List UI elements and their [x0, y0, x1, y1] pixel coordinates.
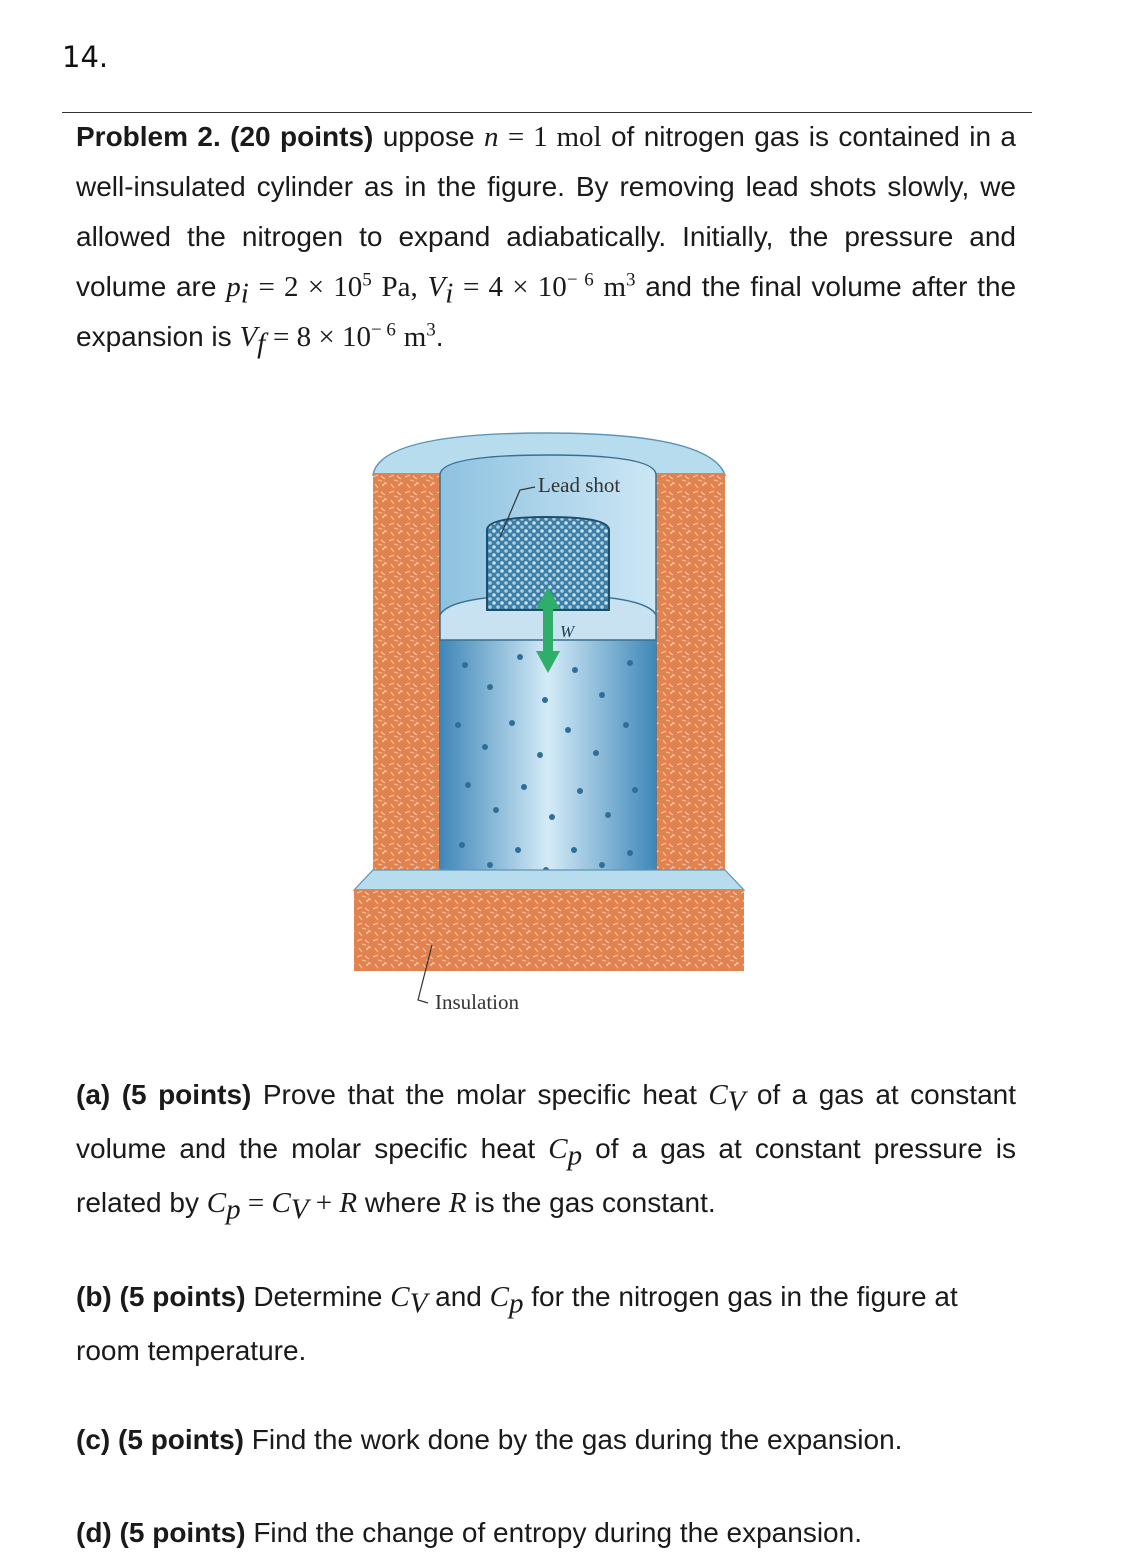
problem-text-3: and the final volume after the expansion is — [76, 271, 1017, 352]
n-variable: n — [483, 121, 499, 153]
cp-symbol: $C_p$ — [489, 1281, 524, 1320]
initial-pressure: $p_i = 2 \times 10^5$ Pa, — [226, 269, 418, 310]
problem-points: (20 points) — [230, 121, 374, 152]
part-d-points: (5 points) — [119, 1517, 246, 1548]
final-volume: $V_f = 8 \times 10^{- 6}$ $m^3$. — [239, 319, 444, 360]
lead-shot-label: Lead shot — [538, 473, 621, 497]
cv-symbol: $C_V$ — [708, 1079, 746, 1118]
cylinder-figure — [340, 425, 750, 1025]
part-c-label: (c) — [76, 1424, 111, 1455]
n-value: = 1 mol — [507, 121, 602, 153]
part-a-points: (5 points) — [121, 1079, 252, 1110]
part-c — [76, 1415, 1016, 1465]
problem-statement — [76, 112, 1016, 362]
part-c-points: (5 points) — [118, 1424, 245, 1455]
cv-symbol: $C_V$ — [390, 1281, 428, 1320]
part-d-label: (d) — [76, 1517, 112, 1548]
problem-text-2: of nitrogen gas is contained in a well-insulated cylinder as in the figure. By removing lead shots slowly, we allowed the nitrogen to expand adiabatically. Initially, the pressure and volume are — [76, 121, 1016, 302]
part-a-label: (a) — [76, 1079, 111, 1110]
initial-volume: $V_i = 4 \times 10^{- 6}$ $m^3$ — [427, 269, 636, 310]
part-a: (a) (5 points) Prove that the molar specific heat $C_V$ of a gas at constant volume and the molar specific heat $C_p$ of a gas at constant pressure is related by $C_p = C_V + R$ where R is the gas constant. — [76, 1079, 1016, 1226]
problem-heading: Problem 2. — [76, 121, 221, 152]
part-b-points: (5 points) — [119, 1281, 246, 1312]
question-number: 14. — [62, 40, 109, 74]
mayer-equation: $C_p = C_V + R$ — [206, 1187, 358, 1226]
part-d-text: Find the change of entropy during the expansion. — [253, 1517, 862, 1548]
problem-text-1: uppose — [382, 121, 475, 152]
part-c-text: Find the work done by the gas during the expansion. — [251, 1424, 903, 1455]
cp-symbol: $C_p$ — [548, 1133, 583, 1172]
work-label: W — [560, 622, 575, 641]
part-d — [76, 1508, 1016, 1558]
part-b: (b) (5 points) Determine $C_V$ and $C_p$ for the nitrogen gas in the figure at room temperature. — [76, 1281, 958, 1366]
insulation-label: Insulation — [435, 990, 519, 1014]
part-b-label: (b) — [76, 1281, 112, 1312]
